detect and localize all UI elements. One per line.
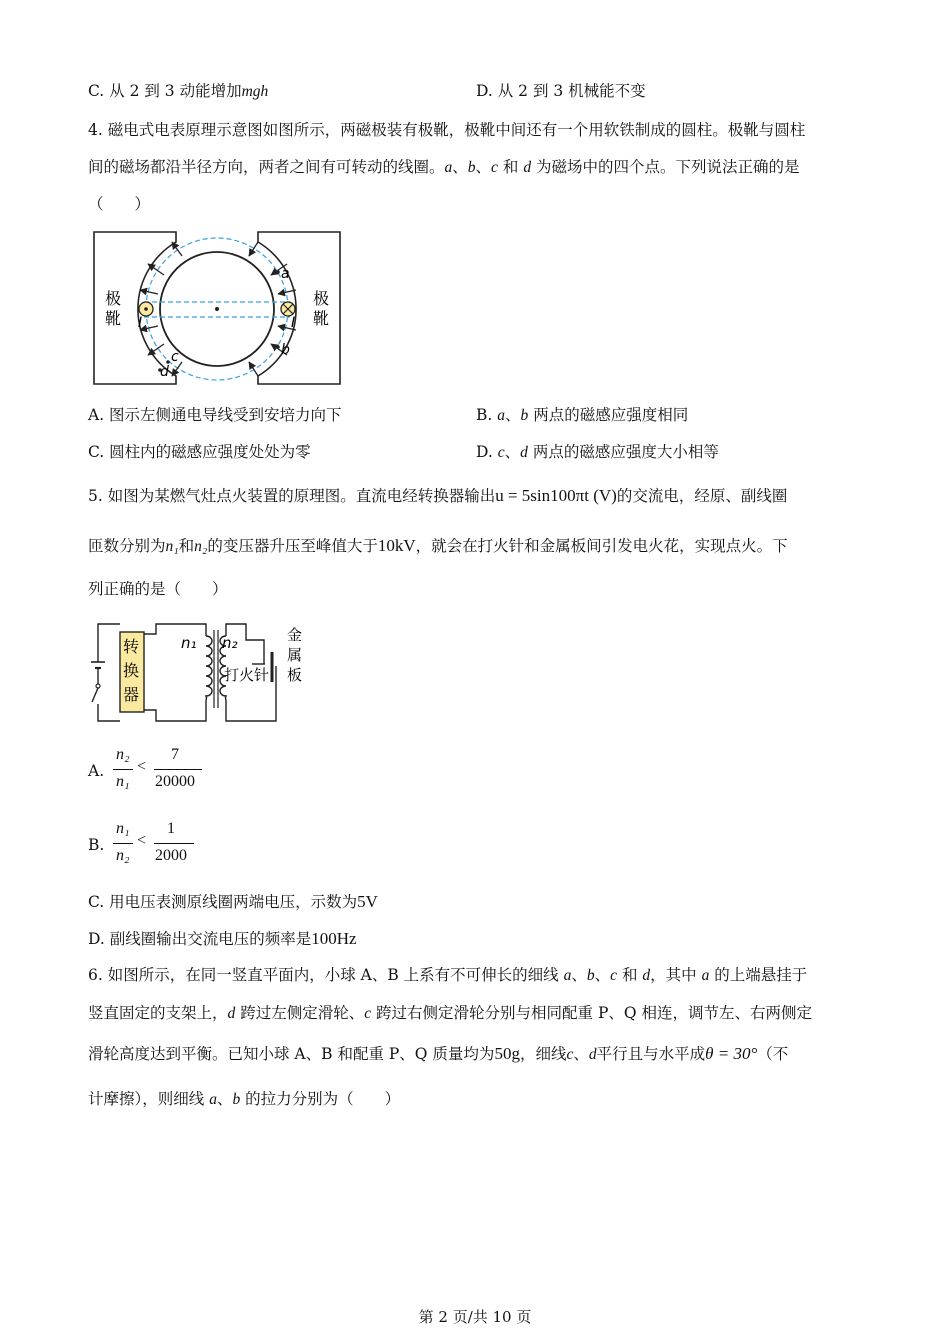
q6-stem-line3: 滑轮高度达到平衡。已知小球 A、B 和配重 P、Q 质量均为50g，细线c、d平行且与水平成θ = 30°（不	[88, 1044, 789, 1063]
q4-stem-text-2: 为磁场中的四个点。下列说法正确的是	[536, 158, 800, 176]
q5-option-b-num: n₁	[116, 820, 130, 837]
q3-option-c	[88, 82, 268, 102]
q4-option-a: A. 图示左侧通电导线受到安培力向下	[88, 406, 342, 424]
q6-and: 和	[621, 966, 638, 984]
q6-line-c-2: c	[364, 1005, 372, 1022]
q5-kv-value: 10kV	[377, 536, 416, 555]
q5-stem-text-5: ，就会在打火针和金属板间引发电火花，实现点火。下	[415, 537, 788, 555]
q6-line-d: d	[642, 967, 651, 984]
q6-stem-line1: 6. 如图所示，在同一竖直平面内，小球 A、B 上系有不可伸长的细线 a、b、c 和 d，其中 a 的上端悬挂于	[88, 966, 808, 984]
q5-option-b-rden: 2000	[155, 847, 187, 864]
q5-stem-line3: 列正确的是（ ）	[88, 580, 228, 598]
q6-text-10: （不	[757, 1045, 789, 1063]
q5-option-c-text: C. 用电压表测原线圈两端电压，示数为	[88, 893, 358, 911]
q6-text-5: 跨过左侧定滑轮、	[240, 1004, 365, 1022]
q6-line-a: a	[563, 967, 572, 984]
q4-fig-label-c: c	[171, 349, 179, 365]
q6-text-11: 计摩擦），则细线	[88, 1090, 205, 1108]
q4-option-b-a: a	[497, 407, 506, 424]
q5-stem-text: 5. 如图为某燃气灶点火装置的原理图。直流电经转换器输出	[88, 487, 496, 505]
q6-text-6: 跨过右侧定滑轮分别与相同配重 P、Q 相连，调节左、右两侧定	[376, 1004, 813, 1022]
q5-fig-n1: n₁	[181, 634, 197, 652]
q6-mass: 50g	[494, 1044, 520, 1063]
q6-stem-line4: 计摩擦），则细线 a、b 的拉力分别为（ ）	[88, 1090, 401, 1108]
q4-fig-label-d: d	[160, 364, 169, 380]
q5-stem-text-3: 匝数分别为	[88, 537, 166, 555]
q6-line-b: b	[586, 967, 595, 984]
q6-angle: θ = 30°	[705, 1044, 758, 1063]
q5-option-b-rbar	[154, 843, 194, 844]
q5-option-a-rnum: 7	[171, 746, 179, 763]
q6-line-c: c	[610, 967, 618, 984]
q4-fig-right-shoe-label-1: 极	[313, 289, 330, 308]
q5-option-b-den: n₂	[116, 847, 130, 864]
q4-answer-bracket: （ ）	[88, 195, 151, 213]
q4-point-c: c	[491, 159, 498, 176]
q4-fig-label-a: a	[281, 266, 290, 282]
q4-point-a: a	[444, 159, 453, 176]
q5-fig-needle-label: 打火针	[224, 666, 270, 684]
q4-option-b: B. a、b 两点的磁感应强度相同	[476, 406, 689, 424]
q4-option-d-label: D.	[476, 443, 493, 461]
q6-text-1: 6. 如图所示，在同一竖直平面内，小球 A、B 上系有不可伸长的细线	[88, 966, 559, 984]
q6-text-12: 的拉力分别为（ ）	[245, 1090, 401, 1108]
q5-fig-converter-1: 转	[123, 637, 140, 656]
q6-text-2: ，其中	[650, 966, 697, 984]
q4-option-c: C. 圆柱内的磁感应强度处处为零	[88, 443, 311, 461]
q4-option-b-label: B.	[476, 406, 493, 424]
q5-ignition-circuit	[86, 622, 316, 726]
q5-voltage-formula: u = 5sin100πt (V)	[495, 486, 617, 505]
q5-option-c	[88, 892, 378, 912]
q5-option-b-label: B.	[88, 836, 105, 854]
q6-line-a-2: a	[701, 967, 710, 984]
q5-fig-plate-3: 板	[287, 666, 303, 684]
q6-stem-line2	[88, 1004, 812, 1024]
q4-fig-right-shoe-label-2: 靴	[313, 309, 330, 328]
q5-option-a-rel: <	[137, 758, 147, 775]
q4-option-b-b: b	[520, 407, 529, 424]
q5-fig-plate-1: 金	[287, 626, 303, 644]
q6-line-c-3: c	[566, 1046, 574, 1063]
q6-text-4: 竖直固定的支架上，	[88, 1004, 228, 1022]
q6-text-3: 的上端悬挂于	[714, 966, 808, 984]
q5-option-a-bar	[113, 769, 133, 770]
q6-line-a-3: a	[209, 1091, 217, 1108]
page-footer: 第 2 页/共 10 页	[418, 1308, 532, 1326]
q6-text-7: 滑轮高度达到平衡。已知小球 A、B 和配重 P、Q 质量均为	[88, 1045, 495, 1063]
q6-line-b-2: b	[232, 1091, 241, 1108]
q6-line-d-3: d	[588, 1046, 597, 1063]
q5-fig-converter-2: 换	[123, 661, 140, 680]
q6-line-d-2: d	[227, 1005, 236, 1022]
q4-and: 和	[502, 158, 519, 176]
q5-stem-text-2: 的交流电，经原、副线圈	[616, 487, 788, 505]
q5-n1: n₁	[165, 538, 179, 555]
q5-option-b-rnum: 1	[167, 820, 175, 837]
q4-stem-line2: 间的磁场都沿半径方向，两者之间有可转动的线圈。a、b、c 和 d 为磁场中的四个点。下列说法正确的是	[88, 158, 800, 176]
q5-option-d	[88, 929, 357, 949]
q4-option-d-text: 两点的磁感应强度大小相等	[532, 443, 719, 461]
q5-stem-text-4: 的变压器升压至峰值大于	[207, 537, 378, 555]
q5-and: 和	[178, 537, 195, 555]
q4-fig-left-shoe-label-2: 靴	[105, 309, 122, 328]
q4-option-b-text: 两点的磁感应强度相同	[533, 406, 689, 424]
q5-option-d-text: D. 副线圈输出交流电压的频率是	[88, 930, 312, 948]
q5-stem-line1	[88, 486, 787, 506]
q4-point-d: d	[523, 159, 532, 176]
q4-stem-line1: 4. 磁电式电表原理示意图如图所示，两磁极装有极靴，极靴中间还有一个用软铁制成的圆柱。极靴与圆柱	[88, 121, 806, 139]
q6-text-9: 平行且与水平成	[596, 1045, 706, 1063]
q4-fig-left-current-label: I	[138, 315, 143, 331]
q3-option-d: D. 从 2 到 3 机械能不变	[476, 82, 646, 100]
q4-stem-text: 间的磁场都沿半径方向，两者之间有可转动的线圈。	[88, 158, 445, 176]
q4-point-b: b	[467, 159, 476, 176]
q5-option-b-bar	[113, 843, 133, 844]
q5-n2: n₂	[194, 538, 208, 555]
q5-stem-line2	[88, 536, 788, 557]
q6-text-8: ，细线	[519, 1045, 567, 1063]
q5-option-a-rbar	[154, 769, 202, 770]
q3-option-c-text: C. 从 2 到 3 动能增加	[88, 82, 242, 100]
q3-option-c-math: mgh	[241, 83, 269, 100]
q5-option-a-num: n₂	[116, 746, 130, 763]
q5-fig-n2: n₂	[222, 634, 238, 652]
q5-option-b-rel: <	[137, 832, 147, 849]
q4-fig-right-current-label: I	[291, 315, 296, 331]
q5-fig-plate-2: 属	[287, 646, 303, 664]
q4-option-d-c: c	[497, 444, 505, 461]
q5-option-a-rden: 20000	[155, 773, 195, 790]
q5-option-d-value: 100Hz	[311, 929, 357, 948]
q4-fig-label-b: b	[281, 342, 290, 358]
q4-meter-diagram	[92, 230, 342, 388]
q4-fig-left-shoe-label-1: 极	[105, 289, 122, 308]
q5-option-c-value: 5V	[357, 892, 378, 911]
q5-option-a-label: A.	[88, 762, 105, 780]
q5-option-a-den: n₁	[116, 773, 130, 790]
q4-option-d: D. c、d 两点的磁感应强度大小相等	[476, 443, 719, 461]
q5-fig-converter-3: 器	[123, 685, 140, 704]
q4-option-d-d: d	[520, 444, 528, 461]
